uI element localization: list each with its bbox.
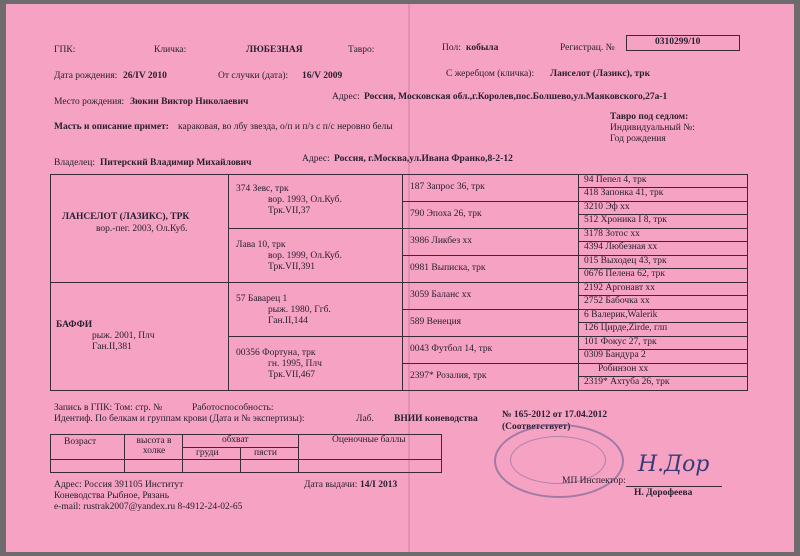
rabot-label: Работоспособность:	[192, 403, 274, 413]
tavro-sedlo-label: Тавро под седлом:	[610, 112, 689, 122]
gen2-0-l3: Трк.VII,37	[268, 206, 311, 216]
gen2-3-l1: 00356 Фортуна, трк	[236, 348, 316, 358]
passport-sheet	[6, 4, 794, 552]
zapis-label: Запись в ГПК: Том: стр. №	[54, 403, 163, 413]
ped-row-gen3-a	[402, 201, 748, 202]
meas-col-4	[298, 434, 299, 473]
ped-row-gen2-a	[228, 228, 748, 229]
owner-address-label: Адрес:	[302, 154, 330, 164]
institute-address-1: Адрес: Россия 391105 Институт	[54, 480, 184, 490]
gen4-2: 3210 Эф хх	[584, 202, 630, 212]
dob-value: 26/IV 2010	[123, 71, 167, 81]
gen4-0: 94 Пепел 4, трк	[584, 175, 647, 185]
meas-header-cannon: пясти	[254, 448, 277, 458]
address-label: Адрес:	[332, 92, 360, 102]
gen4-4: 3178 Зотос хх	[584, 229, 640, 239]
owner-address-value: Россия, г.Москва,ул.Ивана Франко,8-2-12	[334, 154, 513, 164]
place-label: Место рождения:	[54, 97, 125, 107]
meas-header-age: Возраст	[64, 437, 97, 447]
gen2-0-l1: 374 Зевс, трк	[236, 184, 289, 194]
gen3-2: 3986 Ликбез хх	[410, 236, 472, 246]
mast-value: караковая, во лбу звезда, о/п и п/з с п/с неровно белы	[178, 122, 393, 132]
gen3-5: 589 Венеция	[410, 317, 462, 327]
meas-left	[50, 434, 51, 473]
owner-value: Питерский Владимир Михайлович	[100, 158, 252, 168]
gen2-2-l3: Ган.II,144	[268, 316, 308, 326]
gpk-label: ГПК:	[54, 45, 76, 55]
dam-info-1: рыж. 2001, Плч	[92, 331, 155, 341]
tavro-label: Тавро:	[348, 45, 375, 55]
gen3-6: 0043 Футбол 14, трк	[410, 344, 493, 354]
ped-row-gen3-b	[402, 255, 748, 256]
meas-right	[441, 434, 442, 473]
meas-bottom	[50, 472, 442, 473]
gen4-8: 2192 Аргонавт хх	[584, 283, 655, 293]
gen4-1: 418 Запонка 41, трк	[584, 188, 664, 198]
gen3-1: 790 Эпоха 26, трк	[410, 209, 482, 219]
gen2-0-l2: вор. 1993, Ол.Куб.	[268, 195, 342, 205]
address-value: Россия, Московская обл.,г.Королев,пос.Болшево,ул.Маяковского,27а-1	[364, 92, 668, 102]
sluchka-label: От случки (дата):	[218, 71, 289, 81]
meas-header-height: высота в холке	[136, 436, 172, 456]
gen4-14: Робинзон хх	[598, 364, 649, 374]
gen4-12: 101 Фокус 27, трк	[584, 337, 657, 347]
inspector-label: МП Инспектор:	[562, 476, 626, 486]
ped-border-bottom	[50, 390, 748, 391]
gen2-2-l2: рыж. 1980, Ггб.	[268, 305, 331, 315]
mast-label: Масть и описание примет:	[54, 122, 169, 132]
gen3-7: 2397* Розалия, трк	[410, 371, 487, 381]
expertise-number: № 165-2012 от 17.04.2012	[502, 410, 608, 420]
lab-label: Лаб.	[356, 414, 374, 424]
gen4-15: 2319* Ахтуба 26, трк	[584, 377, 670, 387]
signature-line	[626, 486, 722, 487]
owner-label: Владелец:	[54, 158, 96, 168]
gen4-13: 0309 Бандура 2	[584, 350, 646, 360]
sluchka-value: 16/V 2009	[302, 71, 343, 81]
gen2-1-l3: Трк.VII,391	[268, 262, 315, 272]
dam-name: БАФФИ	[56, 320, 93, 330]
zherebets-value: Ланселот (Лазикс), трк	[550, 69, 651, 79]
ped-row-gen2-b	[228, 336, 748, 337]
gen3-3: 0981 Выписка, трк	[410, 263, 486, 273]
gen4-5: 4394 Любезная хх	[584, 242, 658, 252]
registr-value: 0310299/10	[655, 37, 701, 47]
place-value: Зюкин Виктор Николаевич	[130, 97, 249, 107]
gen4-9: 2752 Бабочка хх	[584, 296, 650, 306]
zherebets-label: С жеребцом (кличка):	[446, 69, 535, 79]
meas-col-1	[124, 434, 125, 473]
vydacha-value: 14/I 2013	[360, 480, 398, 490]
gen2-1-l1: Лава 10, трк	[236, 240, 286, 250]
gen2-3-l2: гн. 1995, Плч	[268, 359, 322, 369]
pol-value: кобыла	[466, 43, 499, 53]
inspector-signature: Н.Дор	[638, 452, 710, 477]
dam-info-2: Ган.II,381	[92, 342, 132, 352]
gen2-2-l1: 57 Баварец 1	[236, 294, 288, 304]
gen2-3-l3: Трк.VII,467	[268, 370, 315, 380]
meas-header-girth: обхват	[222, 435, 249, 445]
gen3-0: 187 Запрос 36, трк	[410, 182, 485, 192]
god-label: Год рождения	[610, 134, 666, 144]
institute-email: e-mail: rustrak2007@yandex.ru 8-4912-24-02-65	[54, 502, 243, 512]
vydacha-label: Дата выдачи:	[304, 480, 358, 490]
gen2-1-l2: вор. 1999, Ол.Куб.	[268, 251, 342, 261]
pol-label: Пол:	[442, 43, 461, 53]
registr-label: Регистрац. №	[560, 43, 615, 53]
meas-col-3	[240, 447, 241, 473]
gen4-10: 6 Валерик,Walerik	[584, 310, 658, 320]
meas-header-score: Оценочные баллы	[332, 435, 406, 445]
identif-label: Идентиф. По белкам и группам крови (Дата и № экспертизы):	[54, 414, 305, 424]
inspector-name: Н. Дорофеева	[634, 488, 693, 498]
klichka-value: ЛЮБЕЗНАЯ	[246, 45, 303, 55]
meas-row	[50, 459, 442, 460]
lab-value: ВНИИ коневодства	[394, 414, 478, 424]
gen3-4: 3059 Баланс хх	[410, 290, 472, 300]
sire-name: ЛАНСЕЛОТ (ЛАЗИКС), ТРК	[62, 212, 190, 222]
klichka-label: Кличка:	[154, 45, 187, 55]
ped-row-gen3-c	[402, 309, 748, 310]
institute-address-2: Коневодства Рыбное, Рязань	[54, 491, 170, 501]
gen4-3: 512 Хроника I 8, трк	[584, 215, 667, 225]
ped-row-gen3-d	[402, 363, 748, 364]
expertise-result: (Соответствует)	[502, 422, 571, 432]
meas-col-2	[182, 434, 183, 473]
gen4-7: 0676 Пелена 62, трк	[584, 269, 665, 279]
sire-info: вор.-пег. 2003, Ол.Куб.	[96, 224, 188, 234]
individ-label: Индивидуальный №:	[610, 123, 695, 133]
dob-label: Дата рождения:	[54, 71, 118, 81]
gen4-11: 126 Цирде,Zirde, глп	[584, 323, 668, 333]
gen4-6: 015 Выходец 43, трк	[584, 256, 667, 266]
meas-header-chest: груди	[196, 448, 219, 458]
